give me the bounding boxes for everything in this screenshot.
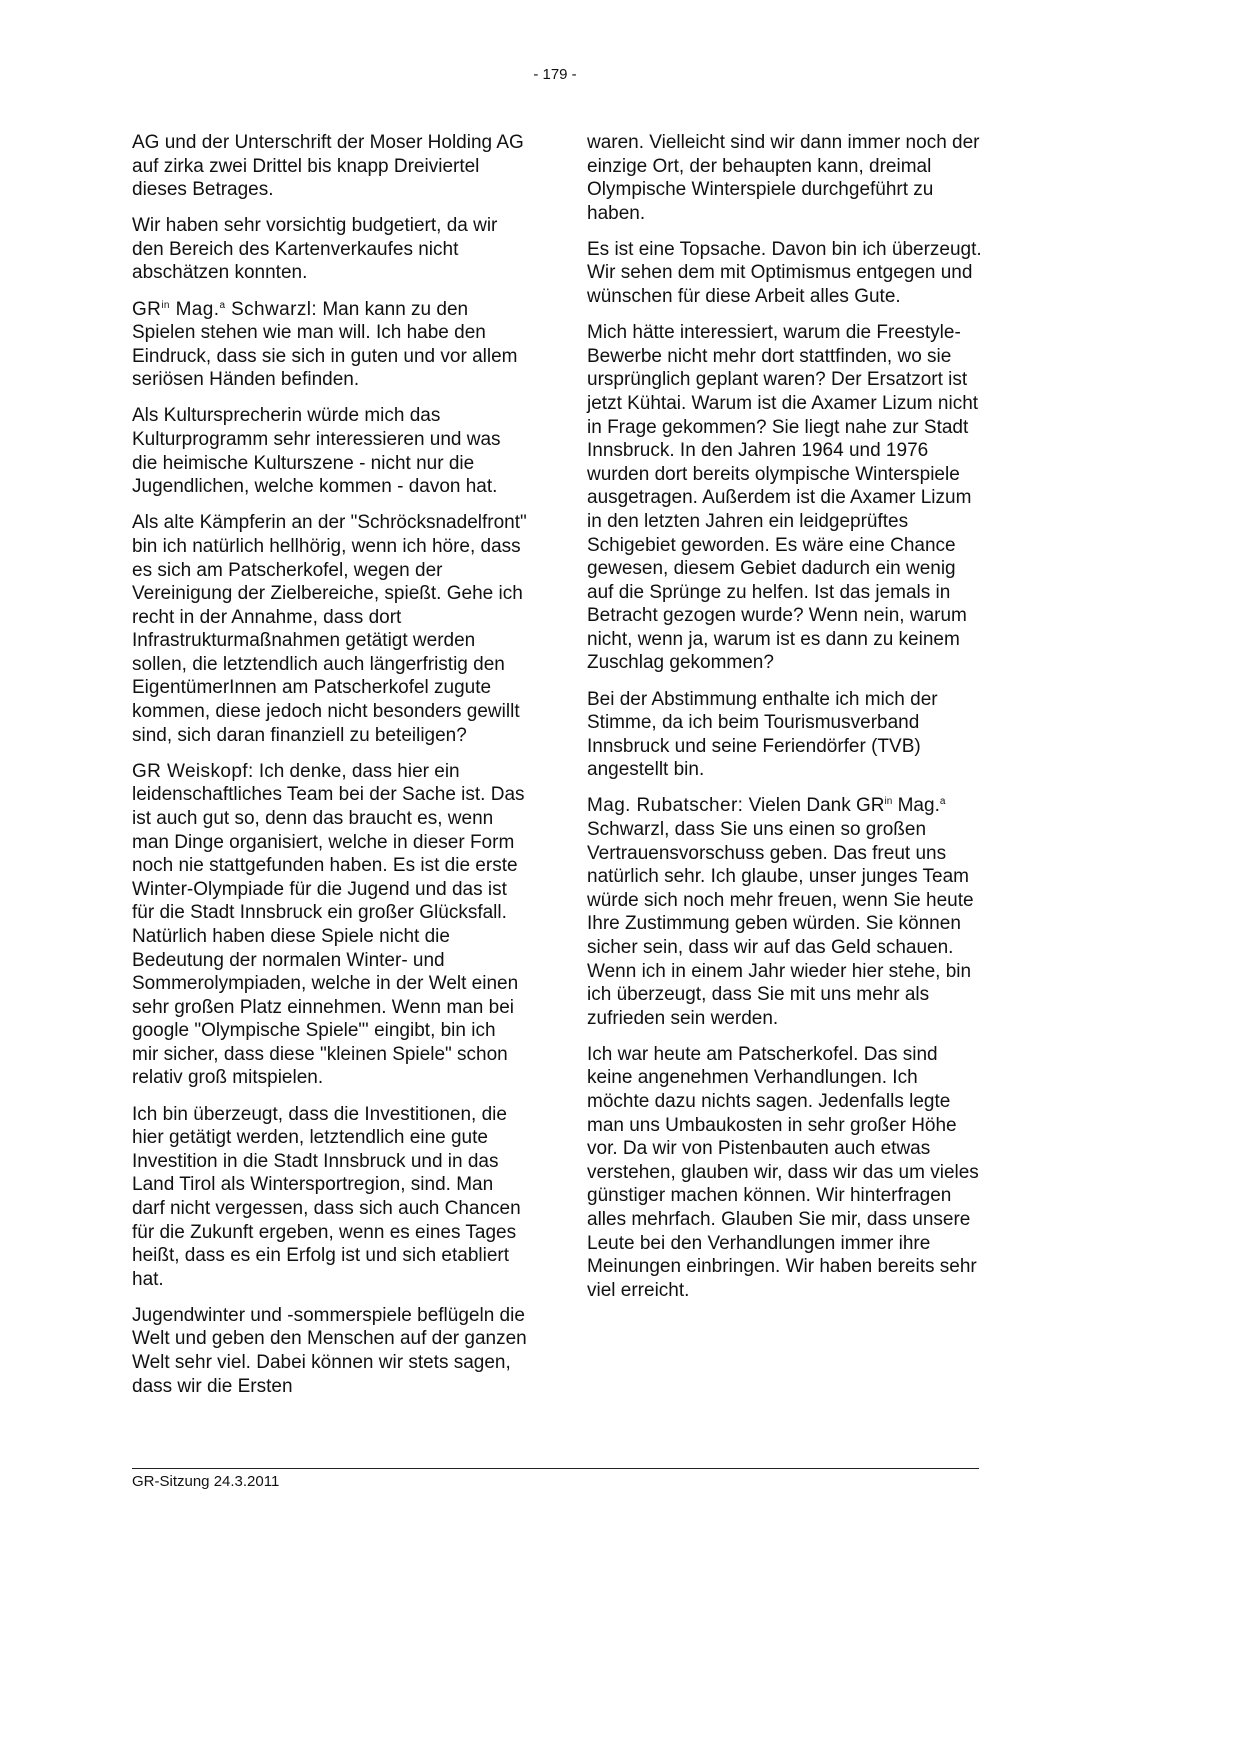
- paragraph: AG und der Unterschrift der Moser Holding AG auf zirka zwei Drittel bis knapp Dreiviertel dieses Betrages.: [132, 132, 524, 201]
- paragraph: waren. Vielleicht sind wir dann immer noch der einzige Ort, der behaupten kann, dreimal Olympische Winterspiele durchgeführt zu haben.: [587, 132, 980, 224]
- paragraph-speech-rubatscher: Mag. Rubatscher: Vielen Dank $GR^{in}$ Mag.$^a$ Schwarzl, dass Sie uns einen so großen Vertrauensvorschuss geben. Das freut uns natürlich sehr. Ich glaube, unser junges Team würde sich noch mehr freuen, wenn Sie heute Ihre Zustimmung geben würden. Sie können sicher sein, dass wir auf das Geld schauen. Wenn ich in einem Jahr wieder hier stehe, bin ich überzeugt, dass Sie mit uns mehr als zufrieden sein werden.: [587, 795, 974, 1029]
- speech-text: Ich denke, dass hier ein leidenschaftliches Team bei der Sache ist. Das ist auch gut so, denn das braucht es, wenn man Dinge organisiert, welche in dieser Form noch nie stattgefunden haben. Es ist die erste Winter-Olympiade für die Jugend und das ist für die Stadt Innsbruck ein großer Glücksfall. Natürlich haben diese Spiele nicht die Bedeutung der normalen Winter- und Sommerolympiaden, welche in der Welt einen sehr großen Platz einnehmen. Wenn man bei google "Olympische Spiele"' eingibt, bin ich mir sicher, dass diese "kleinen Spiele" schon relativ groß mitspielen.: [132, 760, 525, 1089]
- paragraph: Ich bin überzeugt, dass die Investitionen, die hier getätigt werden, letztendlich eine gute Investition in die Stadt Innsbruck und in das Land Tirol als Wintersportregion, sind. Man darf nicht vergessen, dass sich auch Chancen für die Zukunft ergeben, wenn es eines Tages heißt, dass es ein Erfolg ist und sich etabliert hat.: [132, 1103, 521, 1290]
- paragraph: Als Kultursprecherin würde mich das Kulturprogramm sehr interessieren und was die heimische Kulturszene - nicht nur die Jugendlichen, welche kommen - davon hat.: [132, 405, 501, 498]
- paragraph: Mich hätte interessiert, warum die Freestyle-Bewerbe nicht mehr dort stattfinden, wo sie ursprünglich geplant waren? Der Ersatzort ist jetzt Kühtai. Warum ist die Axamer Lizum nicht in Frage gekommen? Sie liegt nahe zur Stadt Innsbruck. In den Jahren 1964 und 1976 wurden dort bereits olympische Winterspiele ausgetragen. Außerdem ist die Axamer Lizum in den letzten Jahren ein leidgeprüftes Schigebiet geworden. Es wäre eine Chance gewesen, diesem Gebiet dadurch ein wenig auf die Sprünge zu helfen. Ist das jemals in Betracht gezogen wurde? Wenn nein, warum nicht, wenn ja, warum ist es dann zu keinem Zuschlag gekommen?: [587, 322, 979, 674]
- speech-text: Man kann zu den Spielen stehen wie man will. Ich habe den Eindruck, dass sie sich in guten und vor allem seriösen Händen befinden.: [132, 298, 518, 391]
- paragraph: Wir haben sehr vorsichtig budgetiert, da wir den Bereich des Kartenverkaufes nicht abschätzen konnten.: [132, 215, 498, 284]
- paragraph-speech-schwarzl: [132, 298, 527, 392]
- page-number: - 179 -: [533, 66, 577, 83]
- right-column: [587, 131, 982, 1315]
- speaker-name: Mag. Rubatscher:: [587, 795, 744, 817]
- paragraph-speech-weiskopf: [132, 760, 527, 1090]
- paragraph: Als alte Kämpferin an der "Schröcksnadelfront" bin ich natürlich hellhörig, wenn ich höre, dass es sich am Patscherkofel, wegen der Vereinigung der Zielbereiche, spießt. Gehe ich recht in der Annahme, dass dort Infrastrukturmaßnahmen getätigt werden sollen, die letztendlich auch längerfristig den EigentümerInnen am Patscherkofel zugute kommen, diese jedoch nicht besonders gewillt sind, sich daran finanziell zu beteiligen?: [132, 512, 527, 746]
- paragraph: Bei der Abstimmung enthalte ich mich der Stimme, da ich beim Tourismusverband Innsbruck und seine Feriendörfer (TVB) angestellt bin.: [587, 688, 938, 781]
- footer-divider: [132, 1468, 979, 1469]
- left-column: [132, 131, 527, 1411]
- paragraph: Es ist eine Topsache. Davon bin ich überzeugt. Wir sehen dem mit Optimismus entgegen und wünschen für diese Arbeit alles Gute.: [587, 238, 982, 308]
- footer-session-date: GR-Sitzung 24.3.2011: [132, 1473, 280, 1490]
- speaker-name: $GR^{in}$ Mag.$^a$ Schwarzl:: [132, 298, 318, 320]
- paragraph: Jugendwinter und -sommerspiele beflügeln die Welt und geben den Menschen auf der ganzen Welt sehr viel. Dabei können wir stets sagen, dass wir die Ersten: [132, 1304, 527, 1397]
- speaker-name: GR Weiskopf:: [132, 760, 254, 782]
- paragraph: Ich war heute am Patscherkofel. Das sind keine angenehmen Verhandlungen. Ich möchte dazu nichts sagen. Jedenfalls legte man uns Umbaukosten in sehr großer Höhe vor. Da wir von Pistenbauten auch etwas verstehen, glauben wir, dass wir das um vieles günstiger machen können. Wir hinterfragen alles mehrfach. Glauben Sie mir, dass unsere Leute bei den Verhandlungen immer ihre Meinungen einbringen. Wir haben bereits sehr viel erreicht.: [587, 1043, 979, 1301]
